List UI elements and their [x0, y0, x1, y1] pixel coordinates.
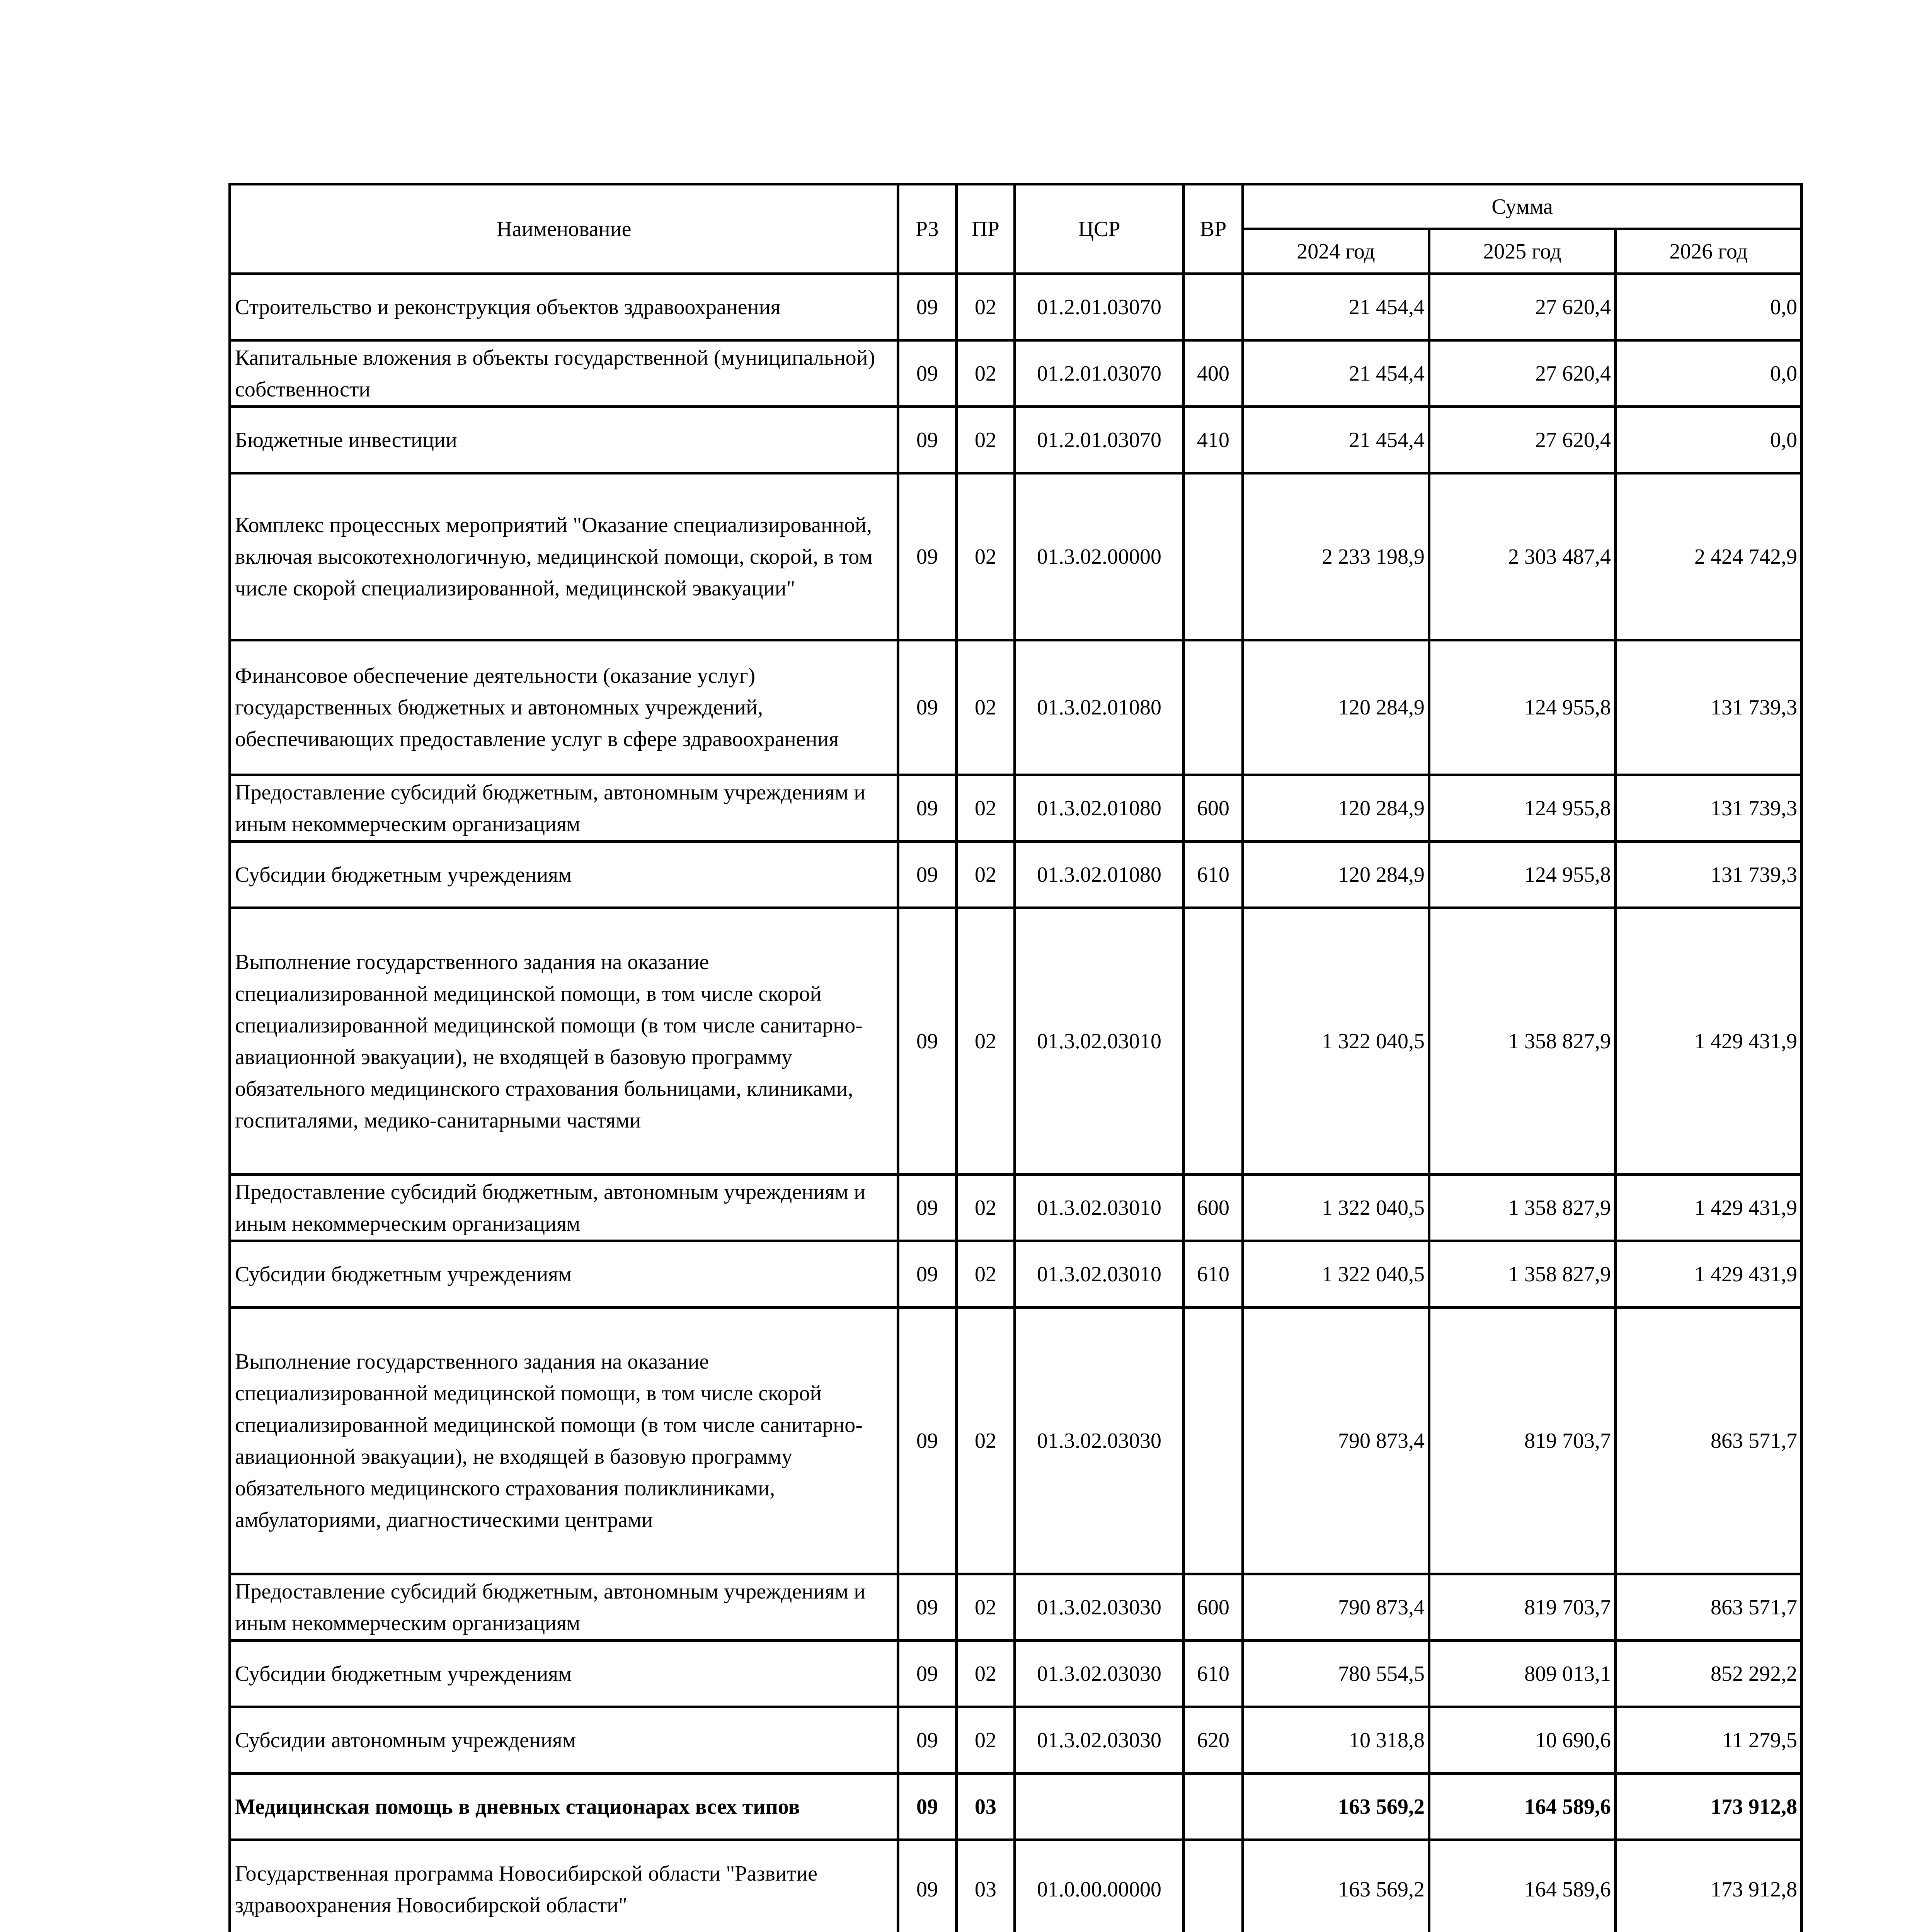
row-csr: 01.2.01.03070	[1015, 407, 1184, 473]
row-vr	[1184, 908, 1243, 1175]
table-row	[230, 775, 1802, 842]
row-csr: 01.2.01.03070	[1015, 274, 1184, 340]
table-row	[230, 1641, 1802, 1707]
row-csr: 01.3.02.00000	[1015, 473, 1184, 640]
row-sum-2026: 0,0	[1616, 407, 1802, 473]
row-vr	[1184, 1774, 1243, 1840]
row-name: Предоставление субсидий бюджетным, автономным учреждениям и иным некоммерческим организациям	[230, 1574, 898, 1641]
row-sum-2026: 131 739,3	[1616, 842, 1802, 908]
row-sum-2024: 120 284,9	[1243, 842, 1429, 908]
row-sum-2025: 819 703,7	[1429, 1308, 1616, 1574]
row-sum-2024: 163 569,2	[1243, 1774, 1429, 1840]
row-name: Субсидии бюджетным учреждениям	[230, 1641, 898, 1707]
row-sum-2025: 819 703,7	[1429, 1574, 1616, 1641]
row-name: Бюджетные инвестиции	[230, 407, 898, 473]
row-sum-2025: 124 955,8	[1429, 775, 1616, 842]
row-sum-2025: 27 620,4	[1429, 274, 1616, 340]
row-sum-2025: 27 620,4	[1429, 407, 1616, 473]
row-sum-2024: 21 454,4	[1243, 340, 1429, 407]
row-csr: 01.3.02.01080	[1015, 842, 1184, 908]
row-vr: 610	[1184, 842, 1243, 908]
row-csr: 01.3.02.03030	[1015, 1574, 1184, 1641]
row-sum-2025: 809 013,1	[1429, 1641, 1616, 1707]
table-row	[230, 1175, 1802, 1241]
row-sum-2025: 124 955,8	[1429, 640, 1616, 775]
row-rz: 09	[898, 1308, 957, 1574]
table-row	[230, 1707, 1802, 1774]
row-name: Строительство и реконструкция объектов здравоохранения	[230, 274, 898, 340]
header-sum: Сумма	[1243, 184, 1802, 229]
row-sum-2026: 173 912,8	[1616, 1840, 1802, 1932]
row-name: Выполнение государственного задания на оказание специализированной медицинской помощи, в том числе скорой специализированной медицинской помощи (в том числе санитарно-авиационной эвакуации), не входящей в базовую программу обязательного медицинского страхования больницами, клиниками, госпиталями, медико-санитарными частями	[230, 908, 898, 1175]
row-rz: 09	[898, 340, 957, 407]
row-name: Субсидии автономным учреждениям	[230, 1707, 898, 1774]
row-csr: 01.3.02.01080	[1015, 640, 1184, 775]
table-row	[230, 1840, 1802, 1932]
row-sum-2026: 11 279,5	[1616, 1707, 1802, 1774]
row-pr: 02	[957, 1707, 1015, 1774]
header-name: Наименование	[230, 184, 898, 274]
row-sum-2024: 790 873,4	[1243, 1574, 1429, 1641]
budget-table	[228, 183, 1803, 1932]
row-rz: 09	[898, 1774, 957, 1840]
row-sum-2026: 1 429 431,9	[1616, 908, 1802, 1175]
header-year-2025: 2025 год	[1429, 229, 1616, 274]
row-vr: 600	[1184, 1574, 1243, 1641]
row-rz: 09	[898, 1241, 957, 1308]
row-vr: 600	[1184, 775, 1243, 842]
row-sum-2024: 1 322 040,5	[1243, 908, 1429, 1175]
row-rz: 09	[898, 640, 957, 775]
table-row	[230, 842, 1802, 908]
row-sum-2025: 1 358 827,9	[1429, 908, 1616, 1175]
row-pr: 02	[957, 775, 1015, 842]
row-sum-2026: 0,0	[1616, 340, 1802, 407]
row-name: Комплекс процессных мероприятий "Оказание специализированной, включая высокотехнологичную, медицинской помощи, скорой, в том числе скорой специализированной, медицинской эвакуации"	[230, 473, 898, 640]
row-name: Субсидии бюджетным учреждениям	[230, 1241, 898, 1308]
row-sum-2024: 163 569,2	[1243, 1840, 1429, 1932]
row-sum-2024: 1 322 040,5	[1243, 1175, 1429, 1241]
row-vr	[1184, 274, 1243, 340]
row-rz: 09	[898, 274, 957, 340]
row-rz: 09	[898, 1574, 957, 1641]
row-vr: 610	[1184, 1641, 1243, 1707]
row-vr: 600	[1184, 1175, 1243, 1241]
table-row	[230, 274, 1802, 340]
header-vr: ВР	[1184, 184, 1243, 274]
header-pr: ПР	[957, 184, 1015, 274]
row-rz: 09	[898, 1707, 957, 1774]
table-row	[230, 1574, 1802, 1641]
row-pr: 02	[957, 473, 1015, 640]
row-vr	[1184, 473, 1243, 640]
row-pr: 02	[957, 274, 1015, 340]
row-csr: 01.3.02.03030	[1015, 1641, 1184, 1707]
row-sum-2025: 27 620,4	[1429, 340, 1616, 407]
header-year-2026: 2026 год	[1616, 229, 1802, 274]
row-sum-2024: 1 322 040,5	[1243, 1241, 1429, 1308]
row-name: Предоставление субсидий бюджетным, автономным учреждениям и иным некоммерческим организациям	[230, 775, 898, 842]
row-csr: 01.3.02.03030	[1015, 1308, 1184, 1574]
table-row	[230, 1241, 1802, 1308]
row-name: Капитальные вложения в объекты государственной (муниципальной) собственности	[230, 340, 898, 407]
row-sum-2026: 173 912,8	[1616, 1774, 1802, 1840]
row-rz: 09	[898, 775, 957, 842]
table-row	[230, 1774, 1802, 1840]
row-sum-2025: 10 690,6	[1429, 1707, 1616, 1774]
row-name: Финансовое обеспечение деятельности (оказание услуг) государственных бюджетных и автономных учреждений, обеспечивающих предоставление услуг в сфере здравоохранения	[230, 640, 898, 775]
row-rz: 09	[898, 1175, 957, 1241]
row-vr: 610	[1184, 1241, 1243, 1308]
row-rz: 09	[898, 908, 957, 1175]
row-sum-2024: 120 284,9	[1243, 775, 1429, 842]
row-rz: 09	[898, 473, 957, 640]
row-name: Выполнение государственного задания на оказание специализированной медицинской помощи, в том числе скорой специализированной медицинской помощи (в том числе санитарно-авиационной эвакуации), не входящей в базовую программу обязательного медицинского страхования поликлиниками, амбулаториями, диагностическими центрами	[230, 1308, 898, 1574]
row-vr: 620	[1184, 1707, 1243, 1774]
row-sum-2024: 120 284,9	[1243, 640, 1429, 775]
row-sum-2026: 863 571,7	[1616, 1574, 1802, 1641]
row-csr: 01.3.02.03010	[1015, 1175, 1184, 1241]
row-csr	[1015, 1774, 1184, 1840]
row-name: Предоставление субсидий бюджетным, автономным учреждениям и иным некоммерческим организациям	[230, 1175, 898, 1241]
row-sum-2026: 1 429 431,9	[1616, 1175, 1802, 1241]
row-sum-2026: 0,0	[1616, 274, 1802, 340]
row-sum-2024: 21 454,4	[1243, 274, 1429, 340]
row-sum-2024: 10 318,8	[1243, 1707, 1429, 1774]
row-pr: 02	[957, 407, 1015, 473]
table-row	[230, 1308, 1802, 1574]
row-pr: 02	[957, 340, 1015, 407]
row-pr: 02	[957, 1241, 1015, 1308]
row-vr: 400	[1184, 340, 1243, 407]
row-vr	[1184, 640, 1243, 775]
row-pr: 02	[957, 1641, 1015, 1707]
row-pr: 03	[957, 1774, 1015, 1840]
table-body	[230, 274, 1802, 1932]
row-sum-2025: 1 358 827,9	[1429, 1241, 1616, 1308]
row-csr: 01.3.02.03030	[1015, 1707, 1184, 1774]
table-row	[230, 473, 1802, 640]
row-rz: 09	[898, 842, 957, 908]
row-sum-2026: 1 429 431,9	[1616, 1241, 1802, 1308]
row-pr: 02	[957, 640, 1015, 775]
table-row	[230, 407, 1802, 473]
row-sum-2024: 780 554,5	[1243, 1641, 1429, 1707]
row-pr: 02	[957, 842, 1015, 908]
row-pr: 03	[957, 1840, 1015, 1932]
header-year-2024: 2024 год	[1243, 229, 1429, 274]
table-row	[230, 908, 1802, 1175]
row-vr	[1184, 1840, 1243, 1932]
row-rz: 09	[898, 1641, 957, 1707]
row-sum-2026: 131 739,3	[1616, 640, 1802, 775]
row-sum-2026: 852 292,2	[1616, 1641, 1802, 1707]
header-csr: ЦСР	[1015, 184, 1184, 274]
row-sum-2025: 1 358 827,9	[1429, 1175, 1616, 1241]
row-csr: 01.3.02.01080	[1015, 775, 1184, 842]
row-sum-2026: 131 739,3	[1616, 775, 1802, 842]
row-sum-2024: 2 233 198,9	[1243, 473, 1429, 640]
table-row	[230, 340, 1802, 407]
row-name: Субсидии бюджетным учреждениям	[230, 842, 898, 908]
row-csr: 01.3.02.03010	[1015, 908, 1184, 1175]
row-sum-2025: 2 303 487,4	[1429, 473, 1616, 640]
row-sum-2025: 124 955,8	[1429, 842, 1616, 908]
row-name: Государственная программа Новосибирской области "Развитие здравоохранения Новосибирской области"	[230, 1840, 898, 1932]
row-name: Медицинская помощь в дневных стационарах всех типов	[230, 1774, 898, 1840]
row-pr: 02	[957, 1175, 1015, 1241]
row-csr: 01.3.02.03010	[1015, 1241, 1184, 1308]
row-sum-2025: 164 589,6	[1429, 1840, 1616, 1932]
row-sum-2026: 863 571,7	[1616, 1308, 1802, 1574]
row-pr: 02	[957, 1574, 1015, 1641]
row-pr: 02	[957, 1308, 1015, 1574]
row-vr	[1184, 1308, 1243, 1574]
row-sum-2026: 2 424 742,9	[1616, 473, 1802, 640]
row-rz: 09	[898, 1840, 957, 1932]
row-pr: 02	[957, 908, 1015, 1175]
row-csr: 01.2.01.03070	[1015, 340, 1184, 407]
row-rz: 09	[898, 407, 957, 473]
row-csr: 01.0.00.00000	[1015, 1840, 1184, 1932]
table-row	[230, 640, 1802, 775]
row-vr: 410	[1184, 407, 1243, 473]
row-sum-2024: 21 454,4	[1243, 407, 1429, 473]
row-sum-2025: 164 589,6	[1429, 1774, 1616, 1840]
row-sum-2024: 790 873,4	[1243, 1308, 1429, 1574]
header-rz: РЗ	[898, 184, 957, 274]
